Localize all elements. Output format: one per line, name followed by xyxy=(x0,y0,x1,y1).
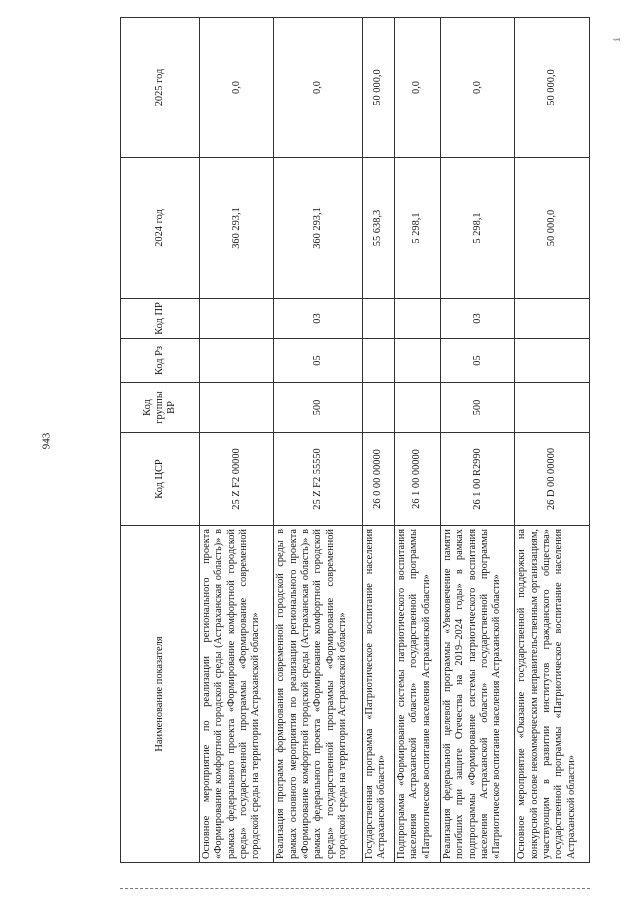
table-row xyxy=(441,18,515,863)
row-amount-2024: 5 298,1 xyxy=(441,158,515,299)
header-year-2025: 2025 год xyxy=(121,18,200,158)
row-rz-code xyxy=(200,339,274,383)
row-vr-code: 500 xyxy=(274,383,363,433)
table-header-row xyxy=(121,18,200,863)
page-number: 943 xyxy=(40,432,53,450)
row-vr-code xyxy=(515,383,590,433)
header-vr-code: Код группы ВР xyxy=(121,383,200,433)
header-rz-code: Код Рз xyxy=(121,339,200,383)
row-rz-code xyxy=(515,339,590,383)
rotated-table-frame xyxy=(120,18,590,863)
row-rz-code: 05 xyxy=(274,339,363,383)
row-vr-code: 500 xyxy=(441,383,515,433)
row-csr-code: 26 1 00 00000 xyxy=(394,433,440,526)
row-pr-code xyxy=(515,299,590,339)
row-csr-code: 26 1 00 R2990 xyxy=(441,433,515,526)
row-amount-2024: 360 293,1 xyxy=(200,158,274,299)
row-csr-code: 26 0 00 00000 xyxy=(363,433,395,526)
row-rz-code xyxy=(363,339,395,383)
row-rz-code xyxy=(394,339,440,383)
row-amount-2025: 50 000,0 xyxy=(515,18,590,158)
table-row xyxy=(200,18,274,863)
row-vr-code xyxy=(363,383,395,433)
row-amount-2024: 55 638,3 xyxy=(363,158,395,299)
row-vr-code xyxy=(200,383,274,433)
row-vr-code xyxy=(394,383,440,433)
row-name: Основное мероприятие «Оказание государственной поддержки на конкурсной основе некоммерческим неправительственным организациям, участвующим в развитии институтов гражданского общества» государственной программы «Патриотическое воспитание населения Астраханской области» xyxy=(515,526,590,863)
row-name: Реализация федеральной целевой программы «Увековечение памяти погибших при защите Отечества на 2019–2024 годы» в рамках подпрограммы «Формирование системы патриотического воспитания населения Астраханской области» государственной программы «Патриотическое воспитание населения Астраханской области» xyxy=(441,526,515,863)
row-amount-2025: 0,0 xyxy=(200,18,274,158)
row-rz-code: 05 xyxy=(441,339,515,383)
header-pr-code: Код ПР xyxy=(121,299,200,339)
header-csr-code: Код ЦСР xyxy=(121,433,200,526)
row-name: Подпрограмма «Формирование системы патриотического воспитания населения Астраханской области» государственной программы «Патриотическое воспитание населения Астраханской области» xyxy=(394,526,440,863)
row-amount-2024: 5 298,1 xyxy=(394,158,440,299)
row-pr-code xyxy=(200,299,274,339)
table-row xyxy=(515,18,590,863)
row-pr-code xyxy=(394,299,440,339)
scan-artifact-mark: ℹ xyxy=(612,37,623,42)
row-csr-code: 25 Z F2 00000 xyxy=(200,433,274,526)
header-name: Наименование показателя xyxy=(121,526,200,863)
budget-table-container xyxy=(120,18,590,863)
header-year-2024: 2024 год xyxy=(121,158,200,299)
table-row xyxy=(394,18,440,863)
table-row xyxy=(274,18,363,863)
row-csr-code: 26 D 00 00000 xyxy=(515,433,590,526)
table-row xyxy=(363,18,395,863)
row-amount-2025: 0,0 xyxy=(441,18,515,158)
row-pr-code: 03 xyxy=(274,299,363,339)
row-amount-2025: 50 000,0 xyxy=(363,18,395,158)
scan-edge-divider xyxy=(120,888,590,889)
row-amount-2025: 0,0 xyxy=(274,18,363,158)
row-amount-2024: 50 000,0 xyxy=(515,158,590,299)
row-amount-2025: 0,0 xyxy=(394,18,440,158)
budget-allocation-table xyxy=(120,17,590,863)
row-pr-code: 03 xyxy=(441,299,515,339)
row-name: Основное мероприятие по реализации регионального проекта «Формирование комфортной городской среды (Астраханская область)» в рамках федерального проекта «Формирование комфортной городской среды» государственной программы «Формирование современной городской среды на территории Астраханской области» xyxy=(200,526,274,863)
row-pr-code xyxy=(363,299,395,339)
row-csr-code: 25 Z F2 55550 xyxy=(274,433,363,526)
row-amount-2024: 360 293,1 xyxy=(274,158,363,299)
row-name: Реализация программ формирования современной городской среды в рамках основного мероприятия по реализации регионального проекта «Формирование комфортной городской среды (Астраханская область)» в рамках федерального проекта «Формирование комфортной городской среды» государственной программы «Формирование современной городской среды на территории Астраханской области» xyxy=(274,526,363,863)
row-name: Государственная программа «Патриотическое воспитание населения Астраханской области» xyxy=(363,526,395,863)
